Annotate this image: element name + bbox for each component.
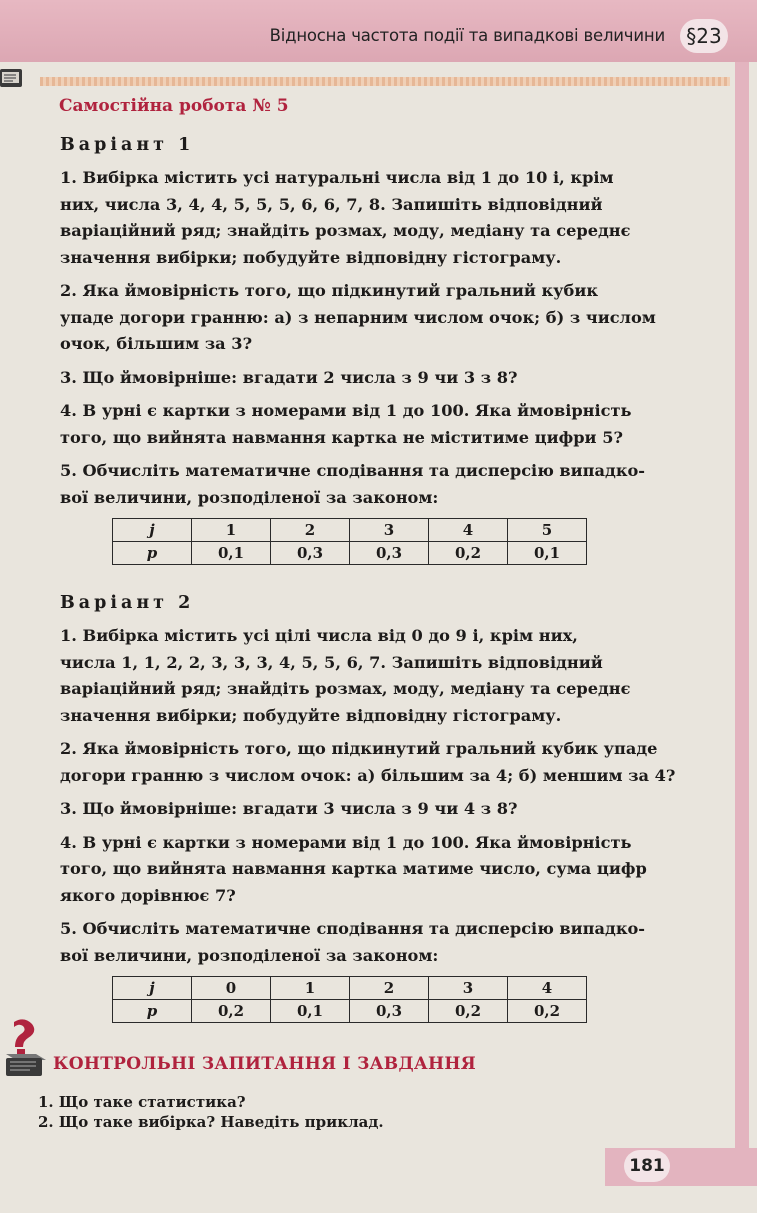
table-cell: 0,3 (350, 1000, 429, 1023)
table-row (113, 542, 587, 565)
task-line: варіаційний ряд; знайдіть розмах, моду, медіану та середнє (60, 221, 631, 240)
control-questions-list (38, 1092, 384, 1132)
table-cell: 4 (429, 519, 508, 542)
page-number: 181 (624, 1150, 670, 1182)
table-cell: 1 (271, 977, 350, 1000)
task (57, 830, 672, 910)
table-cell: 3 (429, 977, 508, 1000)
task (57, 623, 672, 729)
question-folder-icon (4, 1018, 50, 1078)
table-cell: 0,3 (271, 542, 350, 565)
decorative-rule (40, 77, 730, 86)
task-line: значення вибірки; побудуйте відповідну гістограму. (60, 247, 562, 267)
table-cell: 5 (508, 519, 587, 542)
task-line: 3. Що ймовірніше: вгадати 2 числа з 9 чи 3 з 8? (60, 367, 518, 387)
task-line: того, що вийнята навмання картка матиме число, сума цифр (60, 859, 647, 878)
content (57, 95, 676, 1023)
table-cell: 0,3 (350, 542, 429, 565)
task-line: 1. Вибірка містить усі натуральні числа від 1 до 10 і, крім (60, 168, 614, 187)
running-header-title: Відносна частота події та випадкові величини (269, 26, 665, 45)
task-line: 4. В урні є картки з номерами від 1 до 100. Яка ймовірність (60, 401, 632, 420)
table-cell: 0,2 (429, 542, 508, 565)
section-badge: §23 (680, 19, 728, 53)
page-edge-band (735, 62, 749, 1162)
task-line: них, числа 3, 4, 4, 5, 5, 5, 6, 6, 7, 8. Запишіть відповідний (60, 194, 603, 214)
table-cell: p (113, 1000, 192, 1023)
table-cell: 0,2 (429, 1000, 508, 1023)
table-cell: j (113, 977, 192, 1000)
table-cell: 0 (192, 977, 271, 1000)
task-line: 3. Що ймовірніше: вгадати 3 числа з 9 чи 4 з 8? (60, 799, 518, 818)
task-line: догори гранню з числом очок: а) більшим за 4; б) меншим за 4? (60, 765, 676, 785)
table-row (113, 1000, 587, 1023)
task-line: 5. Обчисліть математичне сподівання та дисперсію випадко- (60, 919, 646, 938)
task-line: того, що вийнята навмання картка не міститиме цифри 5? (60, 427, 623, 447)
task-line: очок, більшим за 3? (60, 334, 253, 353)
task-line: числа 1, 1, 2, 2, 3, 3, 3, 4, 5, 5, 6, 7. Запишіть відповідний (60, 652, 603, 672)
task (57, 916, 672, 969)
variant-1-label: Варіант 1 (60, 135, 195, 155)
task-line: упаде догори гранню: а) з непарним числом очок; б) з числом (60, 307, 656, 327)
table-cell: j (113, 519, 192, 542)
distribution-table-2 (112, 976, 587, 1023)
table-cell: 0,1 (271, 1000, 350, 1023)
distribution-table-1 (112, 518, 587, 565)
task-line: вої величини, розподіленої за законом: (60, 945, 439, 965)
list-item: 2. Що таке вибірка? Наведіть приклад. (38, 1113, 384, 1131)
table-cell: 1 (192, 519, 271, 542)
task-line: 1. Вибірка містить усі цілі числа від 0 до 9 і, крім них, (60, 626, 578, 645)
task-line: якого дорівнює 7? (60, 885, 236, 905)
task-line: значення вибірки; побудуйте відповідну гістограму. (60, 705, 562, 725)
task-line: 5. Обчисліть математичне сподівання та дисперсію випадко- (60, 461, 646, 480)
task (57, 165, 672, 271)
table-cell: p (113, 542, 192, 565)
table-cell: 4 (508, 977, 587, 1000)
table-cell: 0,2 (508, 1000, 587, 1023)
task (57, 458, 672, 511)
work-title: Самостійна робота № 5 (59, 96, 289, 116)
table-row (113, 519, 587, 542)
control-questions-heading: КОНТРОЛЬНІ ЗАПИТАННЯ І ЗАВДАННЯ (53, 1054, 477, 1074)
task-line: варіаційний ряд; знайдіть розмах, моду, медіану та середнє (60, 679, 631, 698)
table-cell: 2 (271, 519, 350, 542)
task-line: 4. В урні є картки з номерами від 1 до 100. Яка ймовірність (60, 832, 632, 852)
task (57, 278, 672, 358)
task (57, 736, 676, 789)
task (57, 365, 672, 392)
task-line: 2. Яка ймовірність того, що підкинутий гральний кубик упаде (60, 739, 658, 758)
table-cell: 0,1 (508, 542, 587, 565)
table-cell: 3 (350, 519, 429, 542)
table-cell: 2 (350, 977, 429, 1000)
task-line: 2. Яка ймовірність того, що підкинутий гральний кубик (60, 281, 599, 300)
task (57, 796, 672, 823)
task (57, 398, 672, 451)
variant-2-label: Варіант 2 (60, 593, 195, 613)
table-cell: 0,1 (192, 542, 271, 565)
table-row (113, 977, 587, 1000)
table-cell: 0,2 (192, 1000, 271, 1023)
list-item: 1. Що таке статистика? (38, 1093, 246, 1111)
task-line: вої величини, розподіленої за законом: (60, 487, 439, 507)
book-icon (0, 64, 26, 92)
